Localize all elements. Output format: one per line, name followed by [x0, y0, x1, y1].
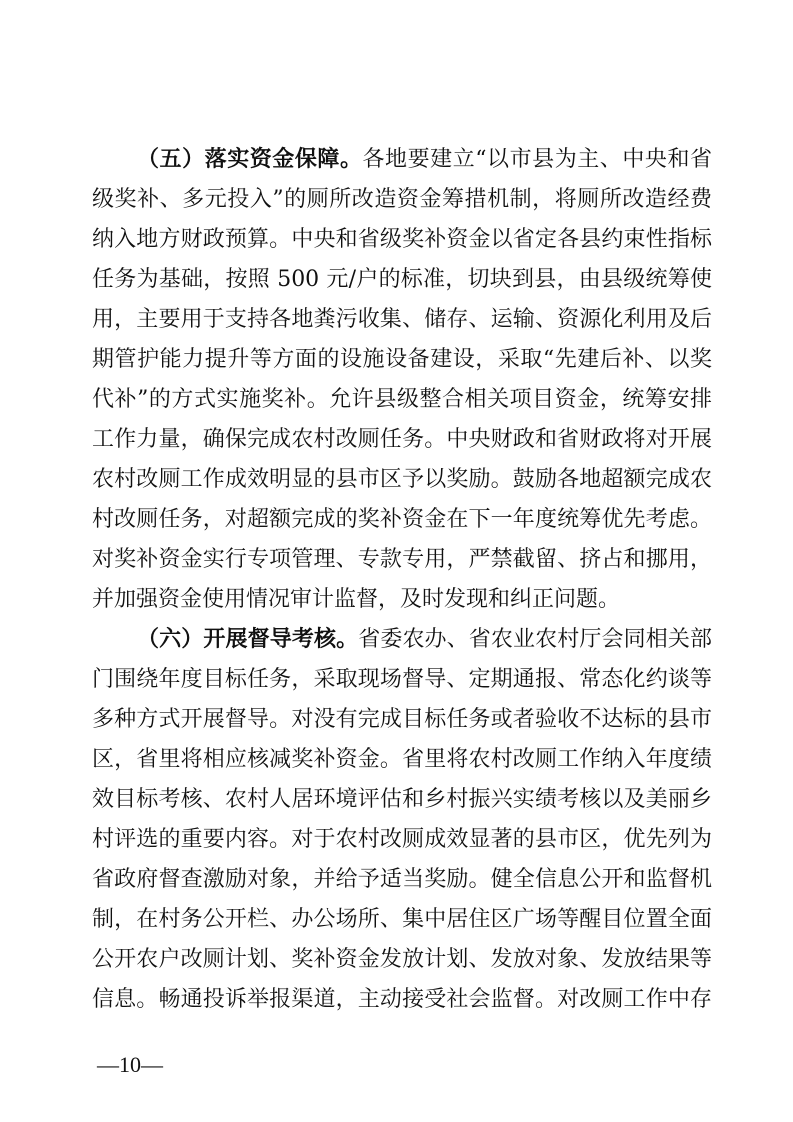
paragraph-line: 期管护能力提升等方面的设施设备建设，采取“先建后补、以奖: [92, 347, 712, 372]
paragraph-line: 任务为基础，按照 500 元/户的标准，切块到县，由县级统筹使: [92, 267, 712, 292]
section-6-heading: （六）开展督导考核。: [137, 627, 359, 652]
paragraph-last-line: 并加强资金使用情况审计监督，及时发现和纠正问题。: [92, 587, 621, 612]
paragraph-line: 多种方式开展督导。对没有完成目标任务或者验收不达标的县市: [92, 707, 712, 732]
paragraph-line: 农村改厕工作成效明显的县市区予以奖励。鼓励各地超额完成农: [92, 467, 712, 492]
paragraph-line: 对奖补资金实行专项管理、专款专用，严禁截留、挤占和挪用，: [92, 547, 712, 572]
section-5-heading: （五）落实资金保障。: [137, 147, 363, 172]
paragraph-line: 效目标考核、农村人居环境评估和乡村振兴实绩考核以及美丽乡: [92, 787, 712, 812]
paragraph-line: 用，主要用于支持各地粪污收集、储存、运输、资源化利用及后: [92, 307, 712, 332]
paragraph-line: 纳入地方财政预算。中央和省级奖补资金以省定各县约束性指标: [92, 227, 712, 252]
paragraph-line: 区，省里将相应核减奖补资金。省里将农村改厕工作纳入年度绩: [92, 747, 712, 772]
paragraph-line: 信息。畅通投诉举报渠道，主动接受社会监督。对改厕工作中存: [92, 987, 712, 1012]
section-6-first-line-text: 省委农办、省农业农村厅会同相关部: [358, 627, 712, 652]
paragraph-line: 省政府督查激励对象，并给予适当奖励。健全信息公开和监督机: [92, 867, 712, 892]
section-5-first-line-text: 各地要建立“以市县为主、中央和省: [362, 147, 712, 172]
paragraph-line: 制，在村务公开栏、办公场所、集中居住区广场等醒目位置全面: [92, 907, 712, 932]
paragraph-line: 门围绕年度目标任务，采取现场督导、定期通报、常态化约谈等: [92, 667, 712, 692]
paragraph-line: 级奖补、多元投入”的厕所改造资金筹措机制，将厕所改造经费: [92, 187, 712, 212]
paragraph-line: 村改厕任务，对超额完成的奖补资金在下一年度统筹优先考虑。: [92, 507, 712, 532]
paragraph-line: 代补”的方式实施奖补。允许县级整合相关项目资金，统筹安排: [92, 387, 712, 412]
paragraph-line: 村评选的重要内容。对于农村改厕成效显著的县市区，优先列为: [92, 827, 712, 852]
section-5-first-line: [92, 140, 712, 180]
paragraph-line: 公开农户改厕计划、奖补资金发放计划、发放对象、发放结果等: [92, 947, 712, 972]
page-number: —10—: [97, 1052, 163, 1077]
paragraph-line: 工作力量，确保完成农村改厕任务。中央财政和省财政将对开展: [92, 427, 712, 452]
section-6-first-line: [92, 620, 712, 660]
